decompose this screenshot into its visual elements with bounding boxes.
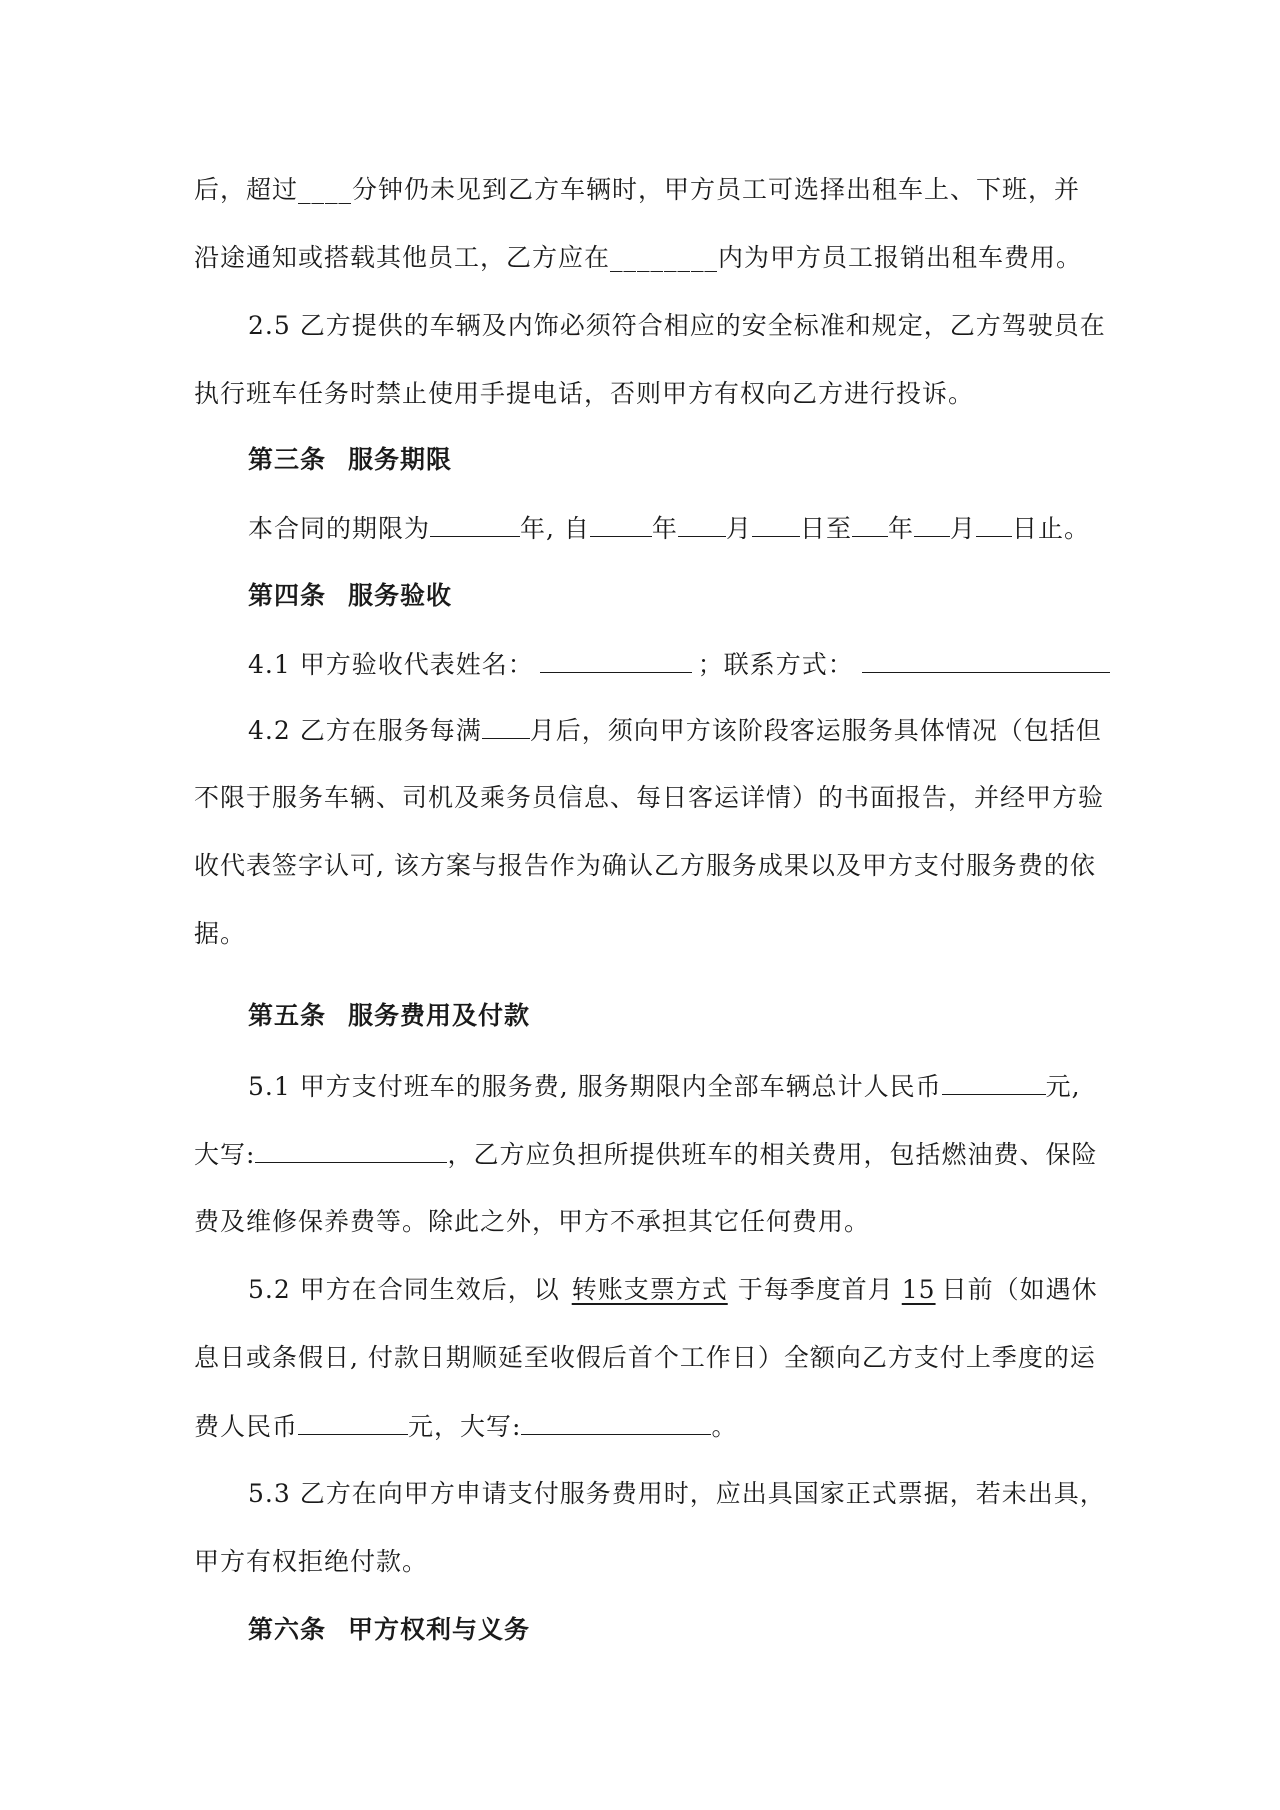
section-heading-4: [248, 578, 1148, 614]
start-year-blank: [590, 510, 652, 537]
clause-5-2-line: 5.2 甲方在合同生效后，以 转账支票方式 于每季度首月 15 日前（如遇休: [248, 1275, 1098, 1304]
paragraph-line: 执行班车任务时禁止使用手提电话，否则甲方有权向乙方进行投诉。: [194, 379, 975, 408]
section-heading-3: [248, 442, 1148, 478]
paragraph-line: 费及维修保养费等。除此之外，甲方不承担其它任何费用。: [194, 1207, 871, 1236]
section-number: 第五条: [248, 1001, 327, 1030]
clause-5-1-capital-line: 大写: ，乙方应负担所提供班车的相关费用，包括燃油费、保险: [194, 1136, 1094, 1173]
section-title: 服务费用及付款: [348, 1001, 531, 1030]
quarter-fee-words-blank: [521, 1408, 711, 1435]
total-fee-blank: [942, 1068, 1046, 1095]
clause-2-5-line: 2.5 乙方提供的车辆及内饰必须符合相应的安全标准和规定，乙方驾驶员在: [248, 311, 1106, 340]
section-heading-5: [248, 998, 1148, 1034]
paragraph-line: 后，超过____分钟仍未见到乙方车辆时，甲方员工可选择出租车上、下班，并: [194, 175, 1081, 204]
paragraph-line: 据。: [194, 919, 247, 948]
section-number: 第四条: [248, 581, 327, 610]
contact-blank: [862, 646, 1110, 673]
paragraph-line: 不限于服务车辆、司机及乘务员信息、每日客运详情）的书面报告，并经甲方验: [194, 783, 1105, 812]
end-day-blank: [976, 510, 1012, 537]
inspector-name-blank: [540, 646, 692, 673]
clause-4-1-line: 4.1 甲方验收代表姓名： ；联系方式：: [248, 646, 1148, 683]
paragraph-line: 沿途通知或搭载其他员工，乙方应在________内为甲方员工报销出租车费用。: [194, 243, 1083, 272]
clause-5-1-line: 5.1 甲方支付班车的服务费, 服务期限内全部车辆总计人民币 元,: [248, 1068, 1148, 1105]
section-heading-6: [248, 1612, 1148, 1648]
fee-in-words-blank: [255, 1136, 447, 1163]
term-years-blank: [430, 510, 520, 537]
payment-day: 15: [901, 1275, 936, 1304]
end-year-blank: [852, 510, 888, 537]
paragraph-line: 甲方有权拒绝付款。: [194, 1547, 429, 1576]
clause-4-2-line: 4.2 乙方在服务每满 月后，须向甲方该阶段客运服务具体情况（包括但: [248, 712, 1148, 749]
months-blank: [482, 712, 530, 739]
section-number: 第三条: [248, 445, 327, 474]
start-day-blank: [752, 510, 800, 537]
clause-5-3-line: 5.3 乙方在向甲方申请支付服务费用时，应出具国家正式票据，若未出具，: [248, 1479, 1106, 1508]
paragraph-line: 收代表签字认可, 该方案与报告作为确认乙方服务成果以及甲方支付服务费的依: [194, 851, 1096, 880]
section-title: 甲方权利与义务: [348, 1615, 531, 1644]
section-title: 服务验收: [348, 581, 453, 610]
payment-method: 转账支票方式: [571, 1275, 728, 1304]
section-number: 第六条: [248, 1615, 327, 1644]
end-month-blank: [914, 510, 950, 537]
quarter-fee-blank: [298, 1408, 408, 1435]
start-month-blank: [678, 510, 726, 537]
section-title: 服务期限: [348, 445, 453, 474]
term-line: 本合同的期限为 年, 自 年 月 日至 年 月 日止。: [248, 510, 1148, 547]
paragraph-line: 息日或条假日, 付款日期顺延至收假后首个工作日）全额向乙方支付上季度的运: [194, 1343, 1096, 1372]
clause-5-2-fee-line: 费人民币 元，大写: 。: [194, 1408, 1094, 1445]
